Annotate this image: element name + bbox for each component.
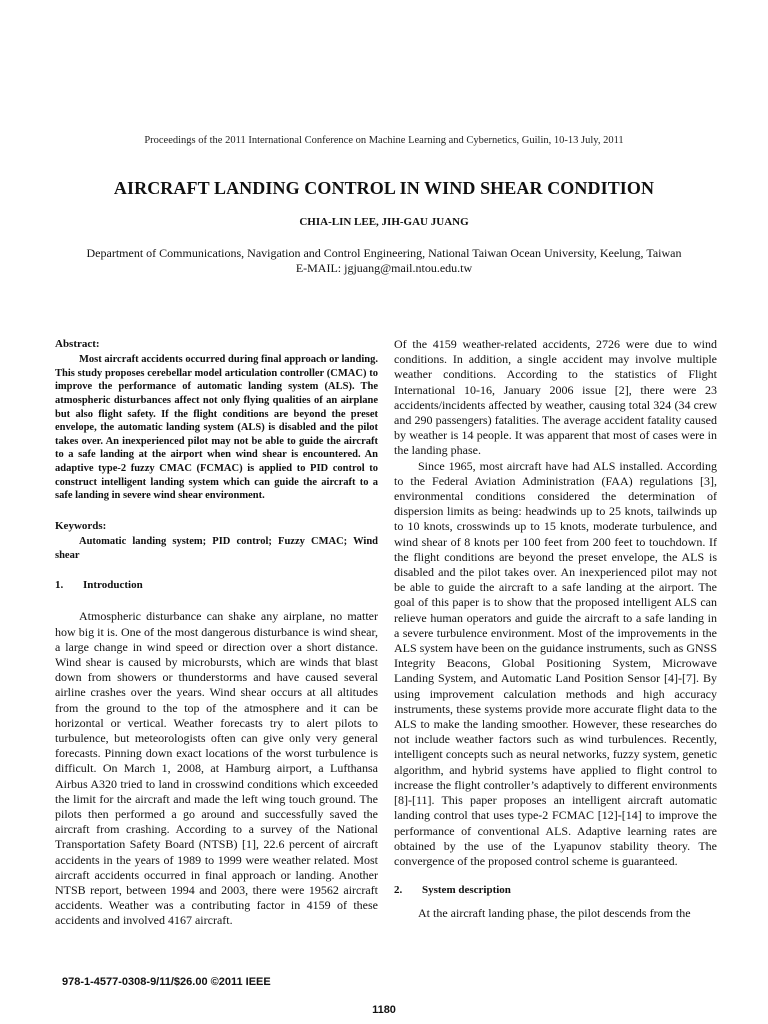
system-description-paragraph-1: At the aircraft landing phase, the pilot descends from the: [418, 906, 691, 921]
page-number: 1180: [372, 1004, 396, 1016]
section-2-number: 2.: [394, 884, 403, 897]
affiliation: Department of Communications, Navigation and Control Engineering, National Taiwan Ocean University, Keelung, Taiwan: [86, 246, 682, 260]
intro-paragraph-2: Of the 4159 weather-related accidents, 2726 were due to wind conditions. In addition, a single accident may involve multiple weather conditions. According to the statistics of Flight International 10-16, January 2006 issue [2], there were 23 accidents/incidents affected by weather, causing total 324 (34 crew and 290 passengers) fatalities. The average accident fatality caused by weather is 14 people. It was apparent that most of cases were in the landing phase.: [394, 337, 717, 458]
proceedings-header: Proceedings of the 2011 International Conference on Machine Learning and Cybernetics, Guilin, 10-13 July, 2011: [144, 135, 624, 146]
paper-authors: CHIA-LIN LEE, JIH-GAU JUANG: [299, 216, 469, 228]
intro-paragraph-3: Since 1965, most aircraft have had ALS installed. According to the Federal Aviation Administration (FAA) regulations [3], environmental conditions considered the determination of dispersion limits as being: headwinds up to 25 knots, tailwinds up to 10 knots, crosswinds up to 15 knots, moderate turbulence, and wind shear of 8 knots per 100 feet from 200 feet to touchdown. If the flight conditions are beyond the preset envelope, the ALS is disabled and the pilot takes over. An inexperienced pilot may not be able to guide the aircraft to a safe landing at the airport. The goal of this paper is to show that the proposed intelligent ALS can relieve human operators and guide the aircraft to a safe landing in a severe turbulence environment. Most of the improvements in the ALS system have been on the guidance instruments, such as GNSS Integrity Beacons, Global Positioning System, Microwave Landing System, and Automatic Land Position Sensor [4]-[7]. By using improvement calculation methods and high accuracy instruments, these systems provide more accurate flight data to the ALS to make the landing smoother. However, these researches do not include weather factors such as wind turbulences. Recently, intelligent concepts such as neural networks, fuzzy system, genetic algorithm, and hybrid systems have applied to flight control to increase the flight controller’s adaptively to different environments [8]-[11]. This paper proposes an intelligent aircraft automatic landing control that uses type-2 FCMAC [12]-[14] to improve the performance of conventional ALS. Adaptive learning rates are obtained by the use of the Lyapunov stability theory. The convergence of the proposed control scheme is guaranteed.: [394, 458, 717, 868]
abstract-text: Most aircraft accidents occurred during final approach or landing. This study proposes cerebellar model articulation controller (CMAC) to improve the performance of automatic landing system (ALS). The atmospheric disturbances affect not only flying qualities of an airplane but also flight safety. If the flight conditions are beyond the preset envelope, the automatic landing system (ALS) is disabled and the pilot takes over. An inexperienced pilot may not be able to guide the aircraft to a safe landing at the airport when wind shear is encountered. An adaptive type-2 fuzzy CMAC (FCMAC) is applied to PID control to construct intelligent landing system which can guide the aircraft to a safe landing in severe wind shear environment.: [55, 354, 378, 502]
section-1-number: 1.: [55, 579, 64, 592]
keywords-heading: Keywords:: [55, 519, 107, 532]
left-column: [55, 337, 378, 929]
copyright-notice: 978-1-4577-0308-9/11/$26.00 ©2011 IEEE: [62, 976, 271, 988]
intro-paragraph-1: Atmospheric disturbance can shake any airplane, no matter how big it is. One of the most dangerous disturbance is wind shear, a large change in wind speed or direction over a short distance. Wind shear is caused by microbursts, which are winds that blast down from showers or thunderstorms and have caused several airline crashes over the years. Wind shear occurs at all altitudes from the ground to the top of the atmosphere and it can be horizontal or vertical. Weather forecasts try to alert pilots to turbulence, but meteorologists often can give only very general forecasts. Pinning down exact locations of the worst turbulence is difficult. On March 1, 2008, at Hamburg airport, a Lufthansa Airbus A320 tried to land in crosswind conditions which exceeded the limit for the aircraft and made the left wing touch ground. The pilots then performed a go around and successfully saved the aircraft from crashing. According to a survey of the National Transportation Safety Board (NTSB) [1], 22.6 percent of aircraft accidents in the years of 1989 to 1999 were weather related. Most aircraft accidents occurred in final approach or landing. Another NTSB report, between 1994 and 2003, there were 19562 aircraft accidents. Weather was a contributing factor in 4159 of these accidents and involved 4167 aircraft.: [55, 609, 378, 928]
section-1-heading: [55, 578, 378, 593]
keywords-text: Automatic landing system; PID control; Fuzzy CMAC; Wind shear: [55, 535, 378, 561]
author-email: E-MAIL: jgjuang@mail.ntou.edu.tw: [295, 261, 473, 275]
affiliation-block: [0, 246, 768, 276]
right-column: [394, 337, 717, 922]
section-1-title: Introduction: [83, 579, 143, 592]
section-2-title: System description: [422, 884, 511, 897]
paper-title: AIRCRAFT LANDING CONTROL IN WIND SHEAR CONDITION: [113, 178, 655, 198]
abstract-heading: Abstract:: [55, 338, 100, 350]
section-2-heading: [394, 883, 717, 898]
